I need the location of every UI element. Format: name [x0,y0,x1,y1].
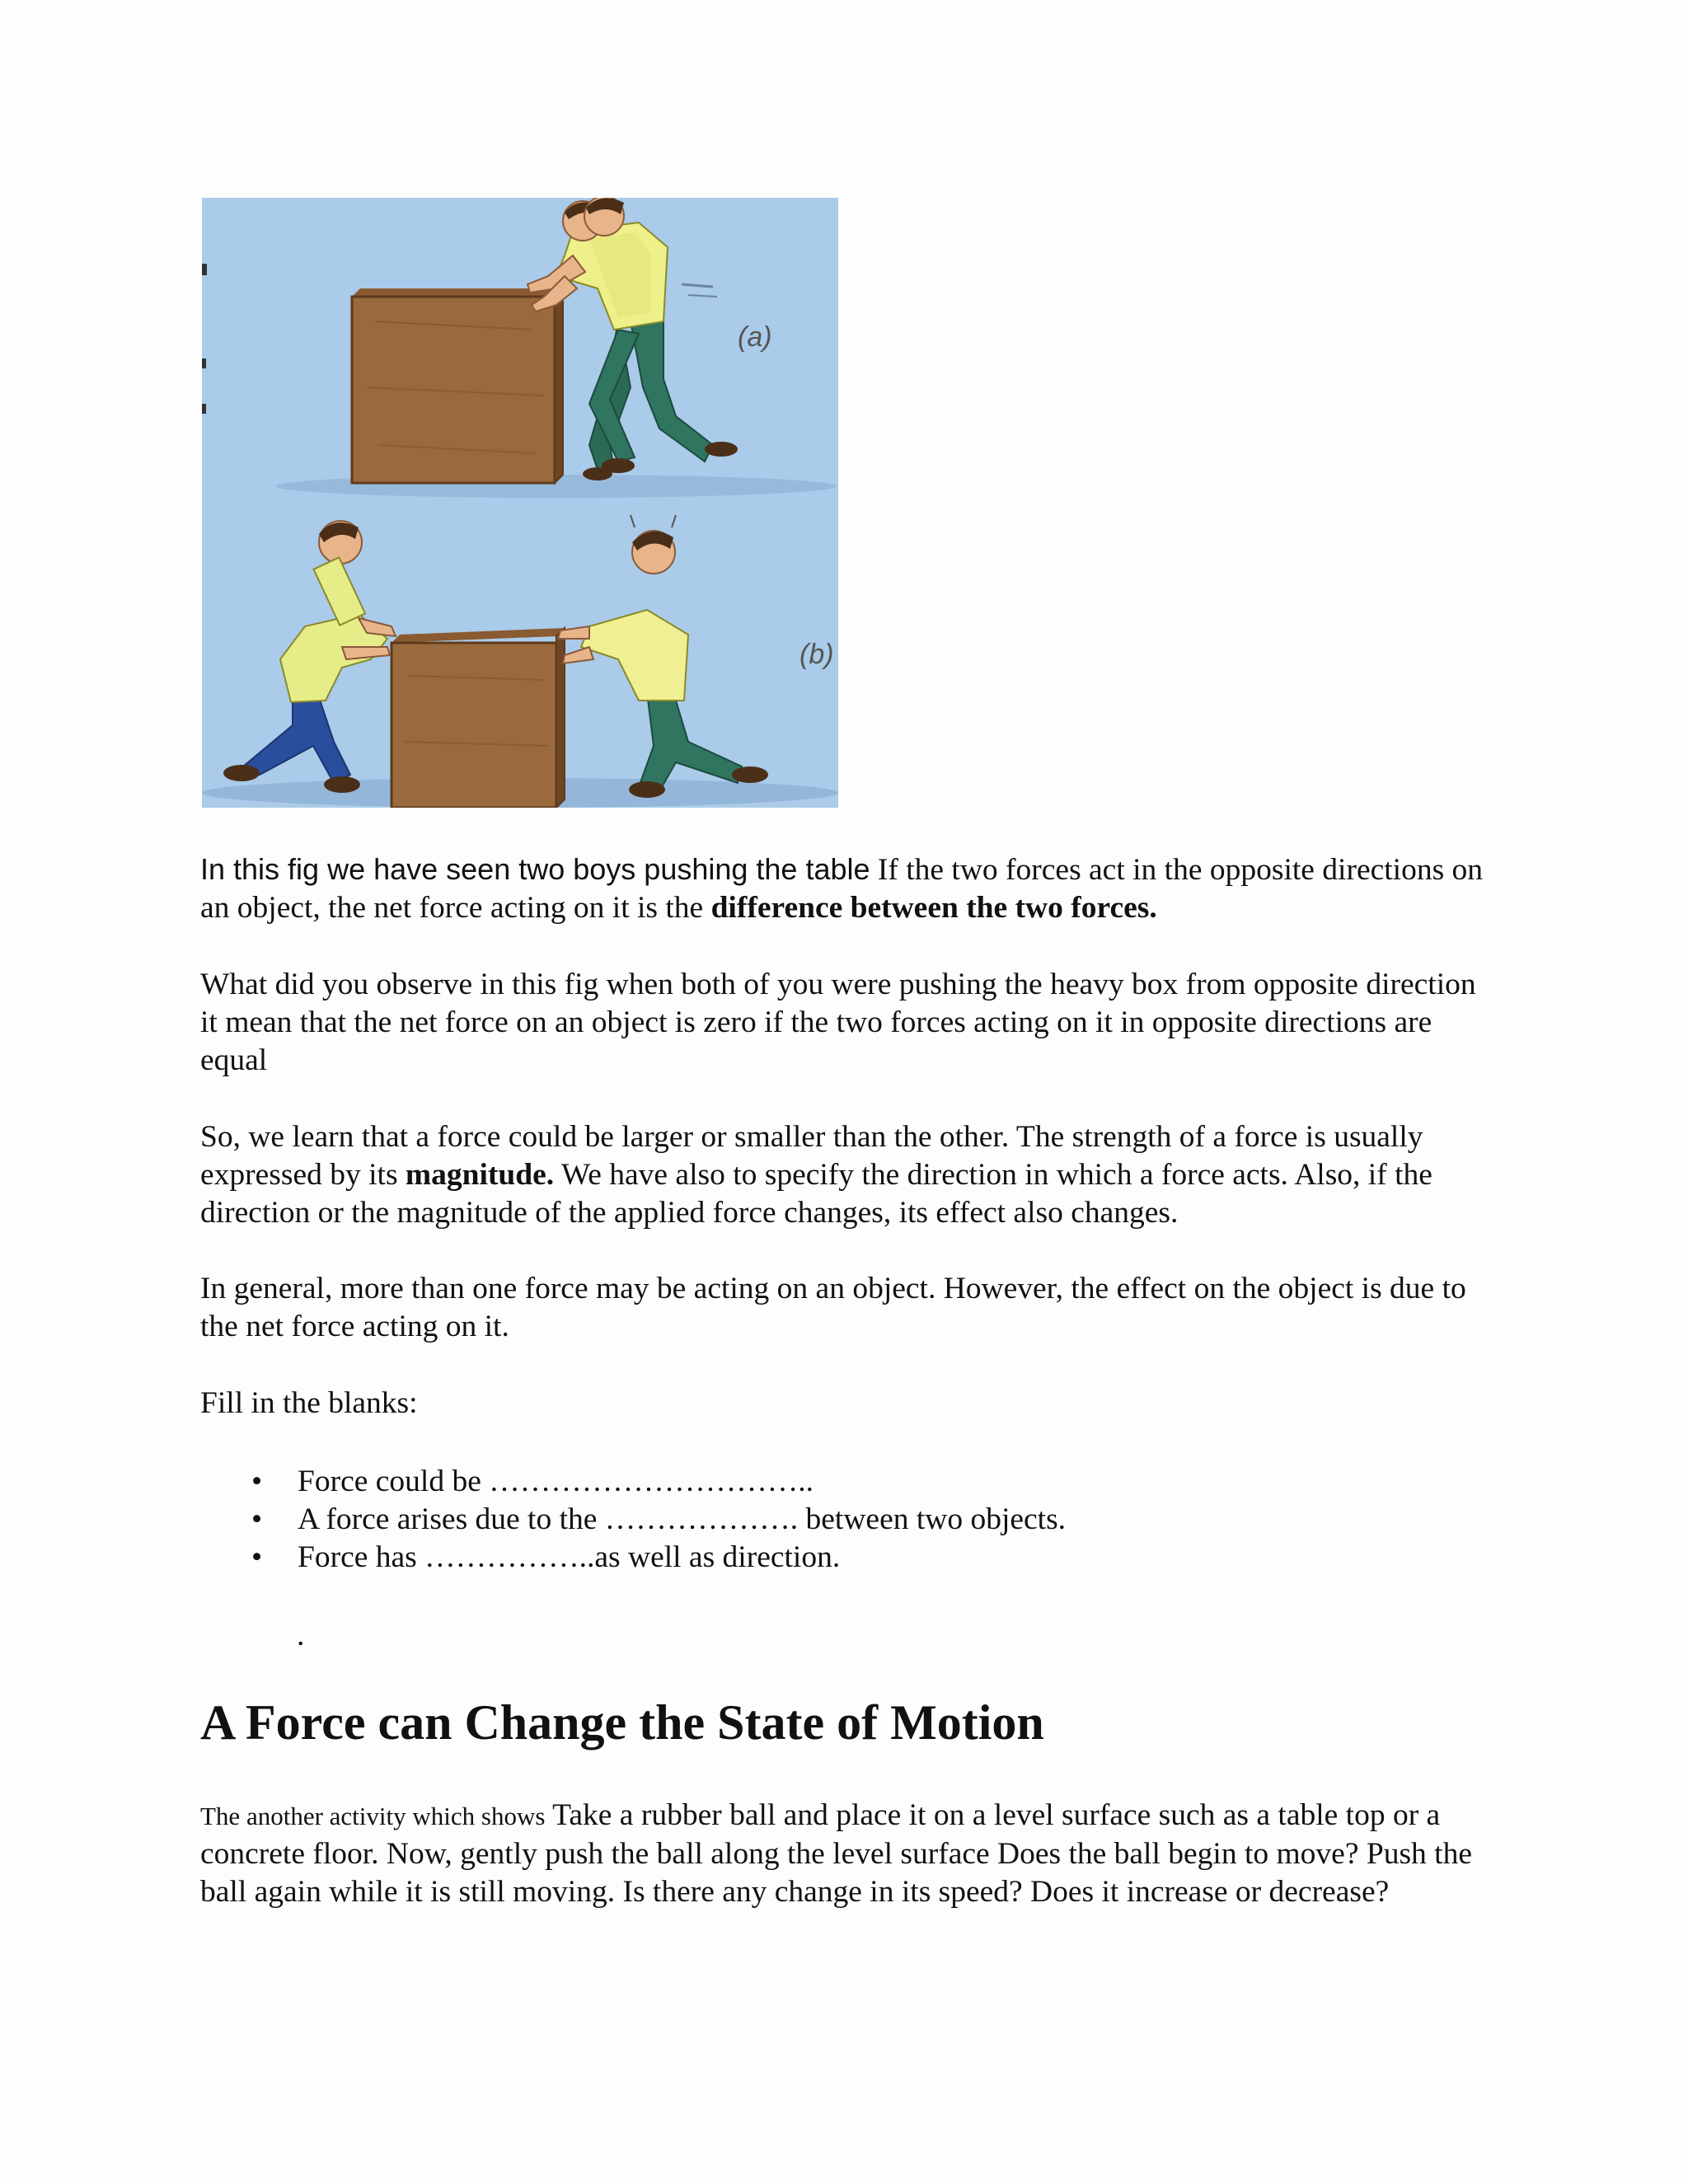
list-item-text: Force could be ………………………….. [298,1465,814,1498]
paragraph-text: Take a rubber ball and place it on a level surface such as a table top or a concrete floor. Now, gently push the ball along the level surface Does the ball begin to move? Push the ball again while it is still moving. Is there any change in its speed? Does it increase or decrease? [200,1798,1472,1909]
bullet-icon: • [251,1540,263,1574]
list-item-text: A force arises due to the ………………. between two objects. [298,1502,1067,1536]
bold-word-magnitude: magnitude. [405,1158,555,1192]
figure-label-a: (a) [738,321,772,353]
figure-label-b: (b) [799,639,834,670]
list-item-text: Force has ……………..as well as direction. [298,1540,841,1574]
paragraph-magnitude [200,1118,1486,1232]
paragraph-text: If the two forces act in the opposite directions on an object, the net force acting on it is the [200,853,1484,925]
paragraph-observation: What did you observe in this fig when both of you were pushing the heavy box from opposite direction it mean that the net force on an object is zero if the two forces acting on it in opposite directions are equal [200,968,1476,1077]
section-heading: A Force can Change the State of Motion [200,1695,1044,1750]
paragraph-net-force-difference [200,851,1486,927]
paragraph-rubber-ball-activity [200,1797,1486,1911]
list-item [200,1463,1486,1501]
list-item [200,1501,1486,1539]
paragraph-lead-small: The another activity which shows [200,1802,546,1830]
paragraph-text: So, we learn that a force could be larger or smaller than the other. The strength of a force is usually expressed by its [200,1120,1423,1192]
bullet-icon: • [251,1502,263,1536]
bullet-icon: • [251,1465,263,1498]
paragraph-text: We have also to specify the direction in which a force acts. Also, if the direction or the magnitude of the applied force changes, its effect also changes. [200,1158,1432,1230]
stray-period: . [297,1619,305,1652]
list-item [200,1539,1486,1577]
fill-blanks-list [200,1463,1486,1577]
paragraph-lead-sans: In this fig we have seen two boys pushing the table [200,852,870,886]
fill-blanks-title: Fill in the blanks: [200,1386,418,1420]
pushing-box-illustration [202,198,838,808]
bold-phrase-difference: difference between the two forces. [710,891,1157,925]
paragraph-net-force-effect: In general, more than one force may be acting on an object. However, the effect on the object is due to the net force acting on it. [200,1272,1466,1343]
